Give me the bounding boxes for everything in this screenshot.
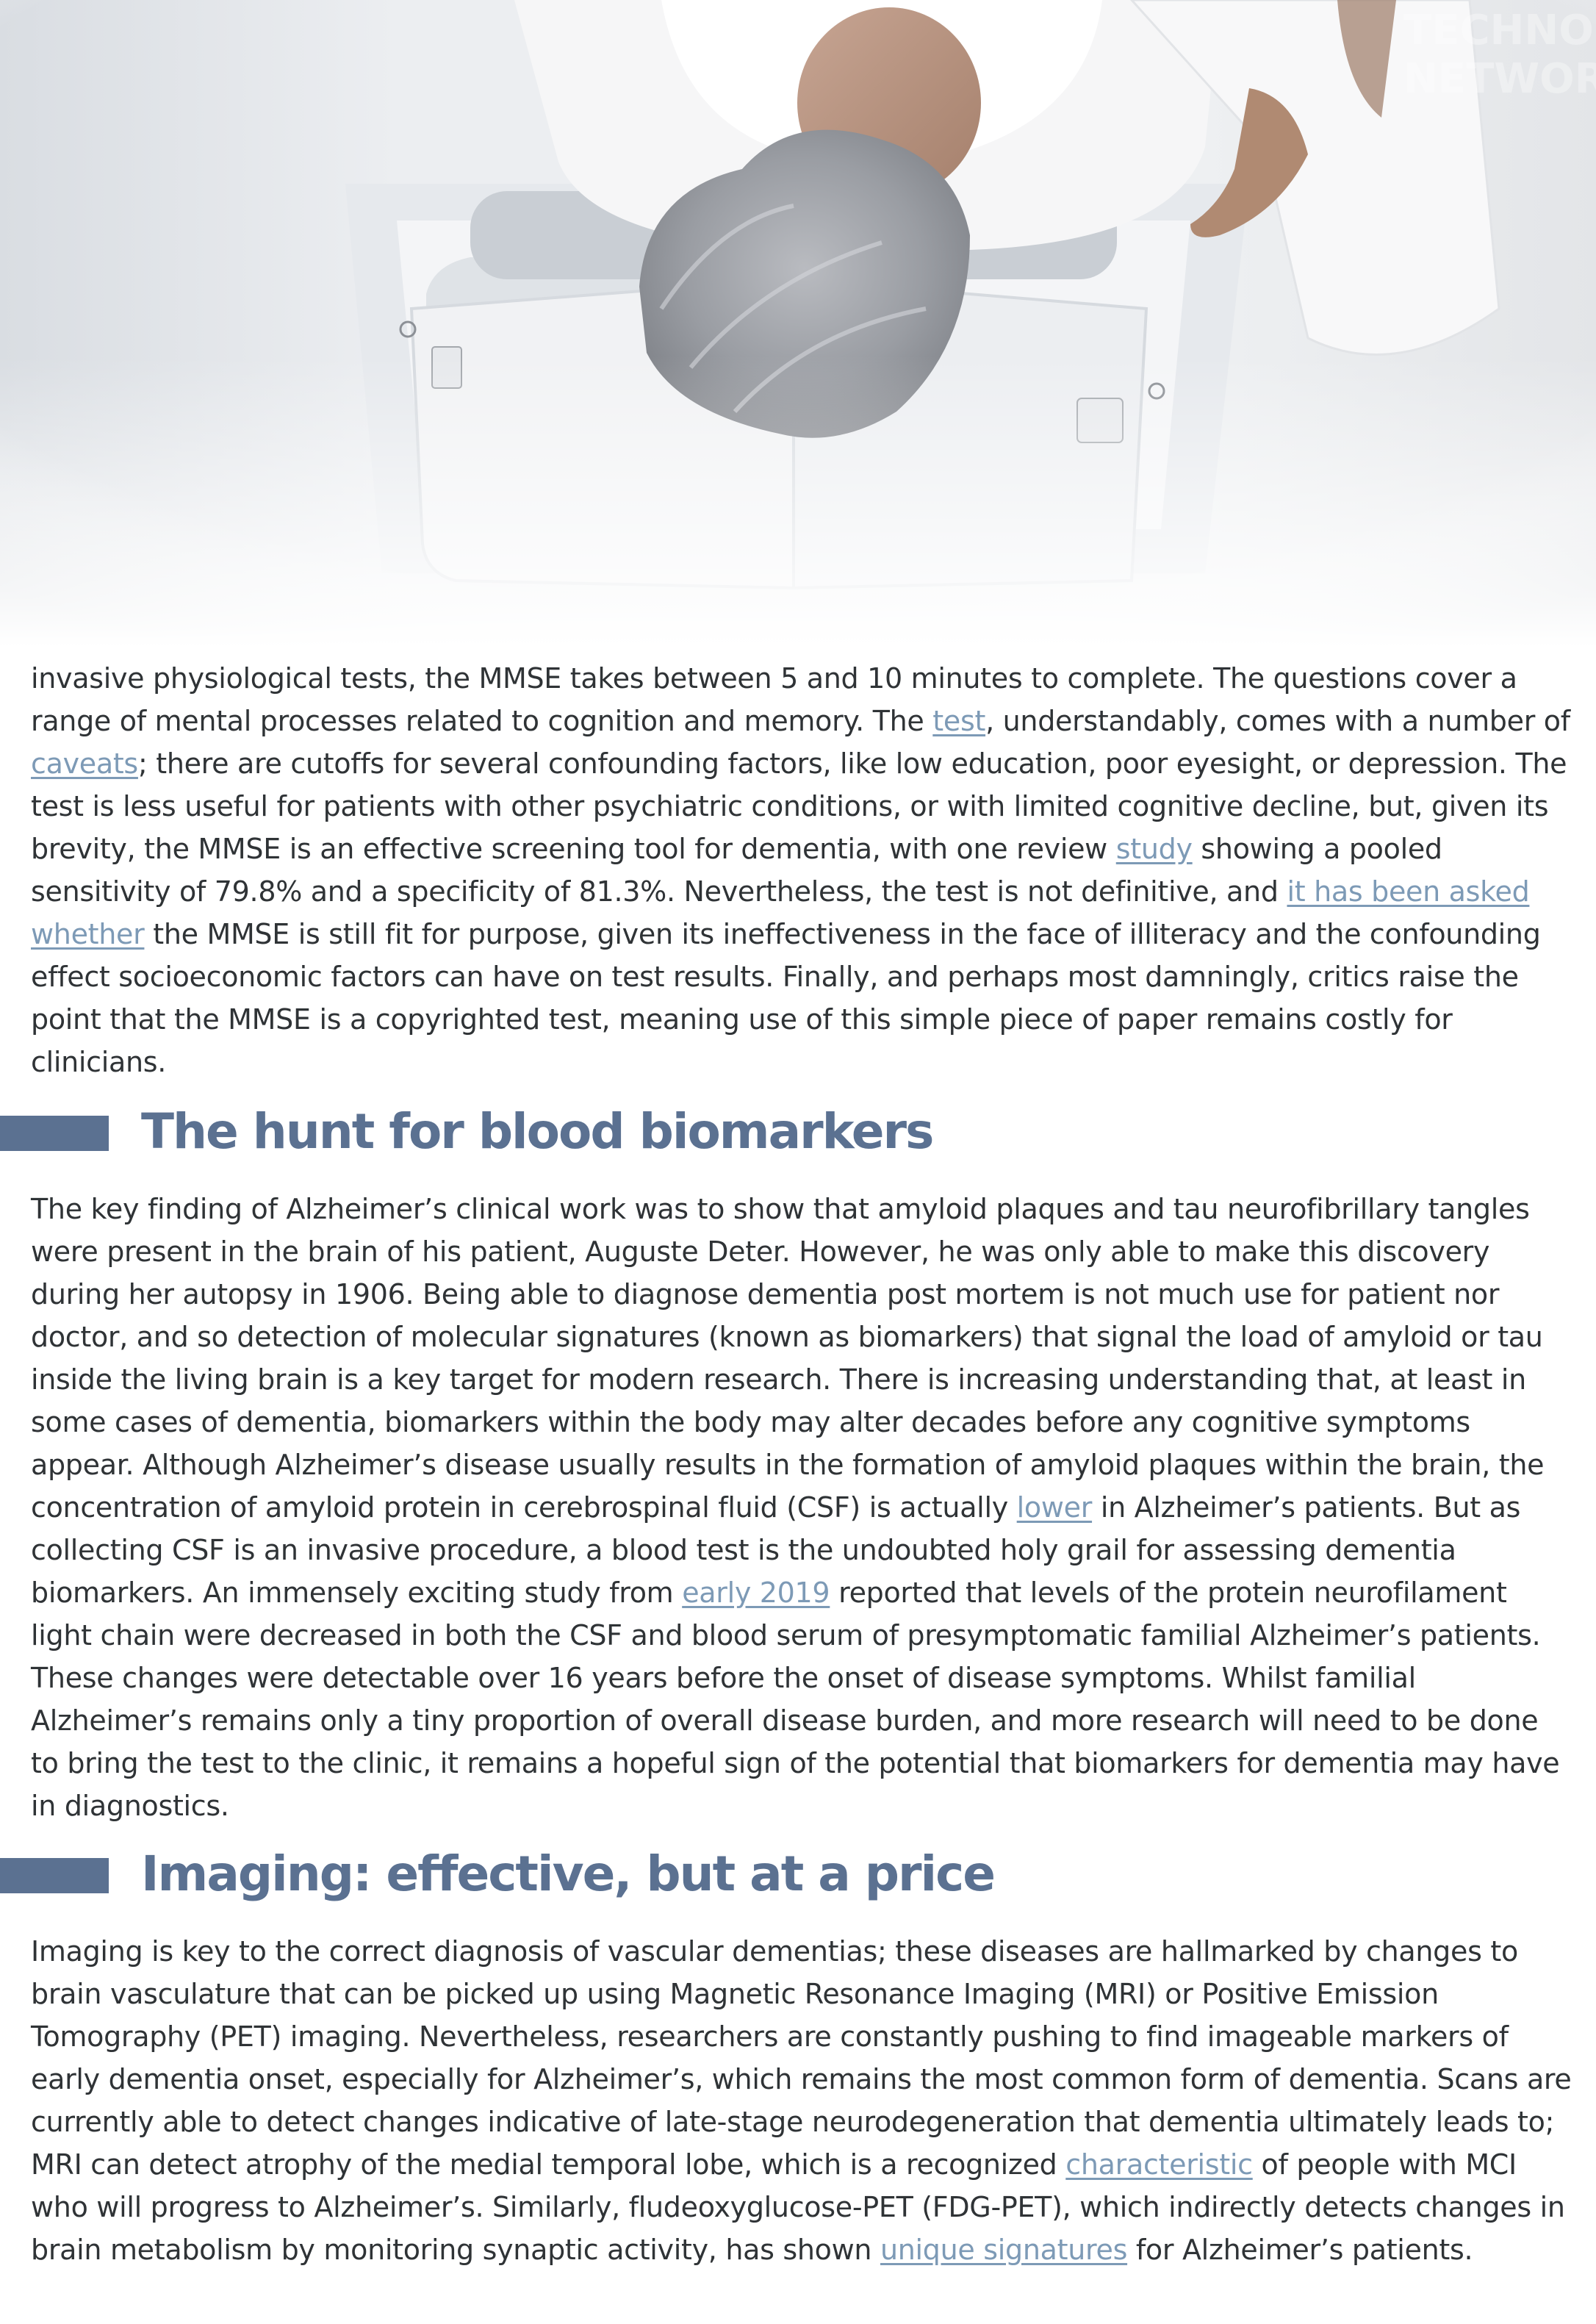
heading-accent-bar	[0, 1858, 109, 1893]
imaging-paragraph	[31, 1930, 1574, 2271]
hero-photo	[0, 0, 1596, 647]
link-caveats[interactable]: caveats	[31, 747, 138, 780]
section-heading-blood	[0, 1102, 1596, 1161]
link-test[interactable]: test	[932, 705, 986, 737]
link-lower[interactable]: lower	[1016, 1491, 1093, 1524]
heading-blood-biomarkers: The hunt for blood biomarkers	[141, 1103, 933, 1160]
text-run: the MMSE is still fit for purpose, given its ineffectiveness in the face of illiteracy and the confounding effect socioeconomic factors can have on test results. Finally, and perhaps most damningly, critics raise the point that the MMSE is a copyrighted test, meaning use of this simple piece of paper remains costly for clinicians.	[31, 918, 1541, 1078]
text-run: ; there are cutoffs for several confounding factors, like low education, poor eyesight, or depression. The test is less useful for patients with other psychiatric conditions, or with limited cognitive decline, but, given its brevity, the MMSE is an effective screening tool for dementia, with one review	[31, 747, 1567, 865]
imaging-section-body	[31, 1930, 1574, 2271]
link-unique-signatures[interactable]: unique signatures	[880, 2234, 1128, 2266]
intro-paragraph	[31, 657, 1574, 1083]
link-study[interactable]: study	[1115, 833, 1193, 865]
text-run: showing a pooled sensitivity of 79.8% and a specificity of 81.3%. Nevertheless, the test is not definitive, and	[31, 833, 1442, 908]
heading-accent-bar	[0, 1116, 109, 1151]
link-characteristic[interactable]: characteristic	[1065, 2148, 1253, 2181]
text-run: , understandably, comes with a number of	[985, 705, 1570, 737]
intro-section	[31, 657, 1574, 1083]
link-early-2019[interactable]: early 2019	[682, 1577, 830, 1609]
blood-section-body	[31, 1188, 1574, 1827]
mri-patient-photo-icon	[0, 0, 1596, 647]
text-run: of people with MCI who will progress to Alzheimer’s. Similarly, fludeoxyglucose-PET (FDG-PET), which indirectly detects changes in brain metabolism by monitoring synaptic activity, has shown	[31, 2148, 1565, 2266]
section-heading-imaging	[0, 1845, 1596, 1904]
blood-paragraph	[31, 1188, 1574, 1827]
text-run: for Alzheimer’s patients.	[1127, 2234, 1473, 2266]
text-run: in Alzheimer’s patients. But as collecting CSF is an invasive procedure, a blood test is the undoubted holy grail for assessing dementia biomarkers. An immensely exciting study from	[31, 1491, 1521, 1609]
text-run: invasive physiological tests, the MMSE takes between 5 and 10 minutes to complete. The questions cover a range of mental processes related to cognition and memory. The	[31, 662, 1517, 737]
heading-imaging: Imaging: effective, but at a price	[141, 1846, 995, 1902]
text-run: The key finding of Alzheimer’s clinical work was to show that amyloid plaques and tau neurofibrillary tangles were present in the brain of his patient, Auguste Deter. However, he was only able to make this discovery during her autopsy in 1906. Being able to diagnose dementia post mortem is not much use for patient nor doctor, and so detection of molecular signatures (known as biomarkers) that signal the load of amyloid or tau inside the living brain is a key target for modern research. There is increasing understanding that, at least in some cases of dementia, biomarkers within the body may alter decades before any cognitive symptoms appear. Although Alzheimer’s disease usually results in the formation of amyloid plaques within the brain, the concentration of amyloid protein in cerebrospinal fluid (CSF) is actually	[31, 1193, 1545, 1524]
text-run: Imaging is key to the correct diagnosis of vascular dementias; these diseases are hallmarked by changes to brain vasculature that can be picked up using Magnetic Resonance Imaging (MRI) or Positive Emission Tomography (PET) imaging. Nevertheless, researchers are constantly pushing to find imageable markers of early dementia onset, especially for Alzheimer’s, which remains the most common form of dementia. Scans are currently able to detect changes indicative of late-stage neurodegeneration that dementia ultimately leads to; MRI can detect atrophy of the medial temporal lobe, which is a recognized	[31, 1935, 1572, 2181]
link-asked-whether[interactable]: it has been asked whether	[31, 875, 1530, 950]
text-run: reported that levels of the protein neurofilament light chain were decreased in both the CSF and blood serum of presymptomatic familial Alzheimer’s patients. These changes were detectable over 16 years before the onset of disease symptoms. Whilst familial Alzheimer’s remains only a tiny proportion of overall disease burden, and more research will need to be done to bring the test to the clinic, it remains a hopeful sign of the potential that biomarkers for dementia may have in diagnostics.	[31, 1577, 1560, 1822]
